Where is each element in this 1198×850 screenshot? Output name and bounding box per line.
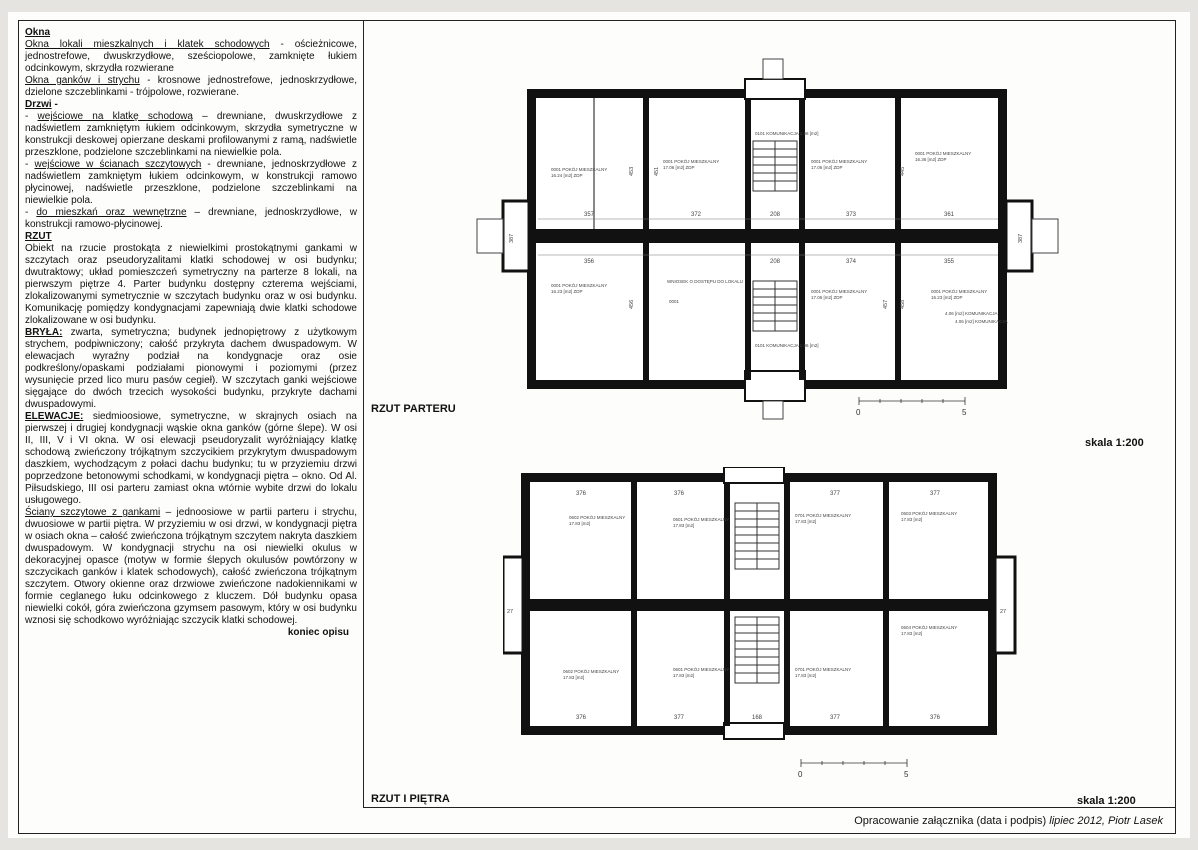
room-name: 0603 POKÓJ MIESZKALNY	[901, 511, 958, 516]
footer-divider	[363, 807, 1175, 808]
scale-end: 5	[962, 408, 967, 417]
dim-label: 377	[929, 491, 941, 497]
room-name: 0001 POKÓJ MIESZKALNY	[811, 289, 868, 294]
room-name: 0001 POKÓJ MIESZKALNY	[931, 289, 988, 294]
dim-label: 445	[900, 166, 906, 176]
dim-label: 453	[629, 166, 635, 176]
dim-label: 456	[629, 299, 635, 309]
room-area: 16.36 [m2] ZDP	[915, 157, 947, 162]
dim-label: 27	[1000, 609, 1007, 615]
dim-label: 457	[883, 299, 889, 309]
first-floor-caption: RZUT I PIĘTRA	[371, 793, 450, 805]
dim-label: 387	[1018, 233, 1024, 243]
room-name: 0001 POKÓJ MIESZKALNY	[663, 159, 720, 164]
dim-label: 373	[845, 212, 857, 218]
room-area: 17.83 [m2]	[901, 517, 923, 522]
room-area: 17.83 [m2]	[901, 631, 923, 636]
room-area: 17.06 [m2] ZDP	[663, 165, 695, 170]
room-name: 0701 POKÓJ MIESZKALNY	[795, 667, 852, 672]
sheet	[8, 12, 1190, 838]
dim-label: 27	[507, 609, 514, 615]
dim-label: 355	[943, 259, 955, 265]
room-area: 17.83 [m2]	[673, 523, 695, 528]
description-panel: Okna Okna lokali mieszkalnych i klatek schodowych - ościeżnicowe, jednostrefowe, dwuskrzydłowe, sześciopolowe, zamknięte łukiem odcinkowym, skrzydła rozwierane Okna ganków i strychu - krosnowe jednostrefowe, jednoskrzydłowe, dzielone szczeblinkami - trójpolowe, rozwierane. Drzwi - - wejściowe na klatkę schodową – drewniane, dwuskrzydłowe z nadświetlem zamkniętym łukiem odcinkowym, skrzydła symetryczne w konstrukcji deskowej opierzane deskami profilowanymi z ramą, nadświetle przeszklone, podzielone szczeblinkami na niewielkie pola. - wejściowe w ścianach szczytowych - drewniane, jednoskrzydłowe z nadświetlem zamkniętym łukiem odcinkowym, w konstrukcji ramowo płycinowej, nadświetle przeszklone, podzielone szczeblinkami na niewielkie pola. - do mieszkań oraz wewnętrzne – drewniane, jednoskrzydłowe, w konstrukcji ramowo-płycinowej. RZUT Obiekt na rzucie prostokąta z niewielkimi prostokątnymi gankami w szczytach oraz pseudoryzalitami klatki schodowej w osi budynku; dwutraktowy; układ pomieszczeń symetryczny na parterze 8 lokali, na pierwszym piętrze 4. Parter budynku dostępny czterema wejściami, zlokalizowanymi symetrycznie w szczytach budynku oraz w osi budynku. Komunikację pomiędzy kondygnacjami zapewniają dwie klatki schodowe zlokalizowane w osi budynku. BRYŁA: zwarta, symetryczna; budynek jednopiętrowy z użytkowym strychem, podpiwniczony; całość przykryta dachem dwuspadowym. W elewacjach wyraźny podział na kondygnacje oraz osie podkreślony/opaskami podziałami pionowymi i poziomymi (przez wysunięcie przed lico muru pasów cegieł). W szczytach ganki wejściowe sięgające do dwóch trzecich wysokości budynku, przykryte dachami dwuspadowymi. ELEWACJE: siedmioosiowe, symetryczne, w skrajnych osiach na pierwszej i drugiej kondygnacji wąskie okna ganków (górne ślepe). W osi II, III, V i VI okna. W osi elewacji pseudoryzalit wyróżniający klatkę schodową zwieńczony trójkątnym szczycikiem przykrytym dwuspadowym daszkiem, wychodzącym z połaci dachu budynku; tu w przyziemiu drzwi poprzedzone betonowymi schodkami, w kondygnacji piętra – okno. Od Al. Piłsudskiego, III osi parteru zamiast okna wtórnie wybite drzwi do lokalu usługowego. Ściany szczytowe z gankami – jednoosiowe w partii parteru i strychu, dwuosiowe w partii piętra. W przyziemiu w osi drzwi, w kondygnacji piętra w osiach okna – całość zwieńczona trójkątnym szczytem nakryta daszkiem dwuspadowym. W kondygnacji strychu na osi niewielki okulus w dekoracyjnej opasce (motyw w formie ślepych okulusów powtórzony w szczycikach ganków i klatek schodowych), całość zwieńczona trójkątnym szczytem. Otwory okienne oraz drzwiowe zwieńczone nadokiennikami w formie ceglanego łuku odcinkowego z kluczem. Dół budynku opasa niewielki cokół, góra zwieńczona gzymsem pasowym, który w osi budynku wznosi się schodkowo wyróżniając szczycik klatki schodowej. koniec opisu	[25, 27, 357, 638]
first-floor-plan	[503, 467, 1043, 747]
room-area: 16.24 [m2] ZDP	[551, 173, 583, 178]
footer-signature	[854, 815, 1163, 827]
room-name: WNIOSEK O DOSTĘPU DO LOKALU	[667, 279, 744, 284]
doors-paragraph-2: - wejściowe w ścianach szczytowych - drewniane, jednoskrzydłowe z nadświetlem zamkniętym łukiem odcinkowym, w konstrukcji ramowo płycinowej, nadświetle przeszklone, podzielone szczeblinkami na niewielkie pola.	[25, 159, 357, 206]
dim-label: 357	[583, 212, 595, 218]
room-name: 0001 POKÓJ MIESZKALNY	[551, 283, 608, 288]
dim-label: 376	[575, 491, 587, 497]
end-of-description: koniec opisu	[287, 627, 349, 638]
dim-label: 377	[829, 715, 841, 721]
windows-heading: Okna	[25, 27, 51, 38]
body-paragraph: BRYŁA: zwarta, symetryczna; budynek jednopiętrowy z użytkowym strychem, podpiwniczony; całość przykryta dachem dwuspadowym. W elewacjach wyraźny podział na kondygnacje oraz osie podkreślony/opaskami podziałami pionowymi i poziomymi (przez wysunięcie przed lico muru pasów cegieł). W szczytach ganki wejściowe sięgające do dwóch trzecich wysokości budynku, przykryte dachami dwuspadowymi.	[25, 327, 357, 410]
ground-floor-scale-bar	[849, 393, 969, 433]
plan-paragraph: Obiekt na rzucie prostokąta z niewielkimi prostokątnymi gankami w szczytach oraz pseudoryzalitami klatki schodowej w osi budynku; dwutraktowy; układ pomieszczeń symetryczny na parterze 8 lokali, na pierwszym piętrze 4. Parter budynku dostępny czterema wejściami, zlokalizowanymi symetrycznie w szczytach budynku oraz w osi budynku. Komunikację pomiędzy kondygnacjami zapewniają dwie klatki schodowe zlokalizowane w osi budynku.	[25, 243, 357, 326]
room-area: 16.23 [m2] ZDP	[931, 295, 963, 300]
room-area: 0001	[669, 299, 680, 304]
gable-paragraph: Ściany szczytowe z gankami – jednoosiowe w partii parteru i strychu, dwuosiowe w partii piętra. W przyziemiu w osi drzwi, w kondygnacji piętra w osiach okna – całość zwieńczona trójkątnym szczytem nakryta daszkiem dwuspadowym. W kondygnacji strychu na osi niewielki okulus w dekoracyjnej opasce (motyw w formie ślepych okulusów powtórzony w szczycikach ganków i klatek schodowych), całość zwieńczona trójkątnym szczytem. Otwory okienne oraz drzwiowe zwieńczone nadokiennikami w formie ceglanego łuku odcinkowego z kluczem. Dół budynku opasa niewielki cokół, góra zwieńczona gzymsem pasowym, który w osi budynku wznosi się schodkowo wyróżniając szczycik klatki schodowej.	[25, 507, 357, 626]
dim-label: 376	[673, 491, 685, 497]
corridor-label: 4.06 [m2] KOMUNIKACJA	[945, 311, 998, 316]
dim-label: 458	[900, 299, 906, 309]
ground-floor-scale-label: skala 1:200	[1085, 437, 1144, 449]
windows-paragraph-2: Okna ganków i strychu - krosnowe jednostrefowe, jednoskrzydłowe, dzielone szczeblinkami - trójpolowe, rozwierane.	[25, 75, 357, 98]
dim-label: 387	[509, 233, 515, 243]
room-area: 16.23 [m2] ZDP	[551, 289, 583, 294]
first-floor-scale-bar	[791, 755, 911, 795]
room-name: 0601 POKÓJ MIESZKALNY	[673, 667, 730, 672]
room-name: 0602 POKÓJ MIESZKALNY	[563, 669, 620, 674]
room-area: 17.83 [m2]	[795, 519, 817, 524]
scale-end: 5	[904, 770, 909, 779]
dim-label: 208	[769, 259, 781, 265]
plan-heading: RZUT	[25, 231, 52, 242]
doors-paragraph-3: - do mieszkań oraz wewnętrzne – drewniane, jednoskrzydłowe, w konstrukcji ramowo-płycinowej.	[25, 207, 357, 230]
room-name: 0602 POKÓJ MIESZKALNY	[569, 515, 626, 520]
corridor-label: 0101 KOMUNIKACJA 1.96 [m2]	[755, 343, 819, 348]
vertical-divider	[363, 21, 364, 807]
corridor-label: 4.06 [m2] KOMUNIKACJA	[955, 319, 1008, 324]
room-area: 17.83 [m2]	[569, 521, 591, 526]
room-name: 0001 POKÓJ MIESZKALNY	[915, 151, 972, 156]
footer-text: Opracowanie załącznika (data i podpis)	[854, 815, 1050, 827]
room-area: 17.83 [m2]	[673, 673, 695, 678]
room-area: 17.06 [m2] ZDP	[811, 295, 843, 300]
footer-author: lipiec 2012, Piotr Lasek	[1049, 815, 1163, 827]
dim-label: 377	[829, 491, 841, 497]
ground-floor-caption: RZUT PARTERU	[371, 403, 456, 415]
dim-label: 376	[575, 715, 587, 721]
corridor-label: 0101 KOMUNIKACJA 1.96 [m2]	[755, 131, 819, 136]
scale-start: 0	[856, 408, 861, 417]
doors-heading: Drzwi	[25, 99, 52, 110]
room-area: 17.83 [m2]	[563, 675, 585, 680]
dim-label: 377	[673, 715, 685, 721]
room-name: 0604 POKÓJ MIESZKALNY	[901, 625, 958, 630]
scale-start: 0	[798, 770, 803, 779]
elevations-paragraph: ELEWACJE: siedmioosiowe, symetryczne, w skrajnych osiach na pierwszej i drugiej kondygnacji wąskie okna ganków (górne ślepe). W osi II, III, V i VI okna. W osi elewacji pseudoryzalit wyróżniający klatkę schodową zwieńczony trójkątnym szczycikiem przykrytym dwuspadowym daszkiem, wychodzącym z połaci dachu budynku; tu w przyziemiu drzwi poprzedzone betonowymi schodkami, w kondygnacji piętra – okno. Od Al. Piłsudskiego, III osi parteru zamiast okna wtórnie wybite drzwi do lokalu usługowego.	[25, 411, 357, 506]
dim-label: 376	[929, 715, 941, 721]
dim-label: 356	[583, 259, 595, 265]
dim-label: 372	[690, 212, 702, 218]
doors-paragraph-1: - wejściowe na klatkę schodową – drewniane, dwuskrzydłowe z nadświetlem zamkniętym łukiem odcinkowym, skrzydła symetryczne w konstrukcji deskowej opierzane deskami profilowanymi z ramą, nadświetle przeszklone, podzielone szczeblinkami na niewielkie pola.	[25, 111, 357, 158]
room-name: 0601 POKÓJ MIESZKALNY	[673, 517, 730, 522]
dim-label: 374	[845, 259, 857, 265]
room-area: 17.06 [m2] ZDP	[811, 165, 843, 170]
windows-paragraph-1: Okna lokali mieszkalnych i klatek schodowych - ościeżnicowe, jednostrefowe, dwuskrzydłowe, sześciopolowe, zamknięte łukiem odcinkowym, skrzydła rozwierane	[25, 39, 357, 74]
first-floor-scale-label: skala 1:200	[1077, 795, 1136, 807]
room-area: 17.83 [m2]	[795, 673, 817, 678]
dim-label: 168	[751, 715, 763, 721]
dim-label: 208	[769, 212, 781, 218]
room-name: 0001 POKÓJ MIESZKALNY	[551, 167, 608, 172]
room-name: 0001 POKÓJ MIESZKALNY	[811, 159, 868, 164]
ground-floor-plan	[463, 51, 1103, 421]
dim-label: 361	[943, 212, 955, 218]
dim-label: 451	[654, 166, 660, 176]
drawing-frame	[18, 20, 1176, 834]
room-name: 0701 POKÓJ MIESZKALNY	[795, 513, 852, 518]
